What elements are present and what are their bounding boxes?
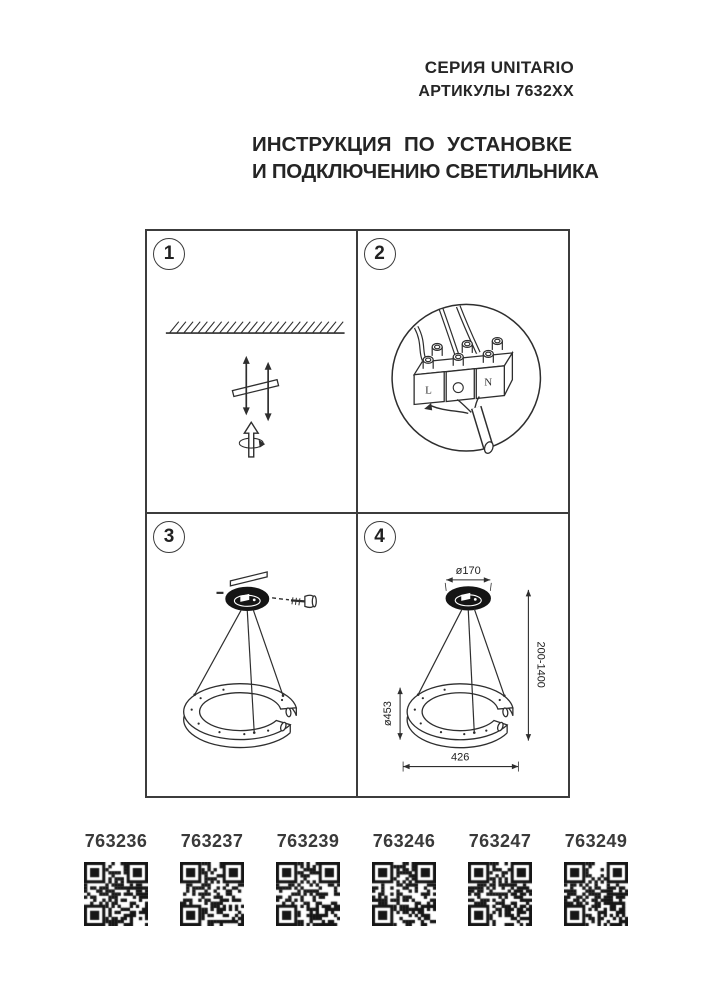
step-panel-4 <box>358 514 569 797</box>
terminal-label-neutral: N <box>483 376 492 389</box>
article-code: 763236 <box>84 831 148 851</box>
qr-code <box>180 862 244 926</box>
step-panel-1 <box>147 231 358 514</box>
ceiling-hatch <box>166 322 345 333</box>
mounting-screws-icon <box>232 356 278 421</box>
articles-subtitle: АРТИКУЛЫ 7632XX <box>418 83 574 100</box>
article-column <box>372 831 436 926</box>
qr-code <box>564 862 628 926</box>
suspension-ring-icon <box>407 683 513 747</box>
instruction-title <box>252 131 599 185</box>
canopy-icon <box>446 586 490 609</box>
dim-ring-diameter <box>382 687 403 739</box>
dim-label-ring-width: 426 <box>450 751 469 764</box>
step-number-badge: 4 <box>364 521 396 553</box>
mains-wires-icon <box>416 306 478 360</box>
document-header <box>418 58 574 101</box>
suspension-wires-icon <box>193 609 284 733</box>
suspension-ring-icon <box>184 683 297 747</box>
article-column <box>84 831 148 926</box>
step-number-badge: 3 <box>153 521 185 553</box>
ceiling-mount-drawing <box>147 231 356 512</box>
article-column <box>276 831 340 926</box>
suspension-wires-icon <box>416 608 505 733</box>
step-panel-3 <box>147 514 358 797</box>
dim-suspension-height <box>525 589 546 740</box>
article-column <box>468 831 532 926</box>
article-code: 763239 <box>276 831 340 851</box>
canopy-icon <box>226 587 269 610</box>
article-code: 763247 <box>468 831 532 851</box>
step-number-badge: 2 <box>364 238 396 270</box>
step-number-badge: 1 <box>153 238 185 270</box>
step-panel-2 <box>358 231 569 514</box>
dim-label-ring-diameter: ø453 <box>381 700 394 726</box>
wiring-terminal-drawing <box>358 231 569 512</box>
instruction-title-line2: И ПОДКЛЮЧЕНИЮ СВЕТИЛЬНИКА <box>252 160 599 183</box>
screw-rotation-arrow-icon <box>239 422 265 457</box>
pendant-dimensions-drawing <box>358 514 569 797</box>
dim-label-canopy-diameter: ø170 <box>455 564 481 577</box>
pendant-assembly-drawing <box>147 514 356 797</box>
article-code: 763249 <box>564 831 628 851</box>
qr-code <box>468 862 532 926</box>
dim-ring-width <box>403 751 518 771</box>
article-column <box>180 831 244 926</box>
qr-code <box>372 862 436 926</box>
ceiling-hatch-lines <box>170 322 343 333</box>
terminal-block-icon <box>414 338 512 405</box>
fixture-cable-icon <box>424 397 494 455</box>
qr-code <box>84 862 148 926</box>
article-code: 763246 <box>372 831 436 851</box>
dim-label-suspension-height: 200-1400 <box>533 641 546 688</box>
qr-code <box>276 862 340 926</box>
series-title: СЕРИЯ UNITARIO <box>424 58 574 77</box>
canopy-bracket-icon <box>230 571 267 585</box>
article-qr-row <box>84 831 628 926</box>
article-code: 763237 <box>180 831 244 851</box>
steps-grid <box>145 229 570 798</box>
instruction-title-line1: ИНСТРУКЦИЯ ПО УСТАНОВКЕ <box>252 133 572 156</box>
article-column <box>564 831 628 926</box>
terminal-label-live: L <box>424 384 432 397</box>
